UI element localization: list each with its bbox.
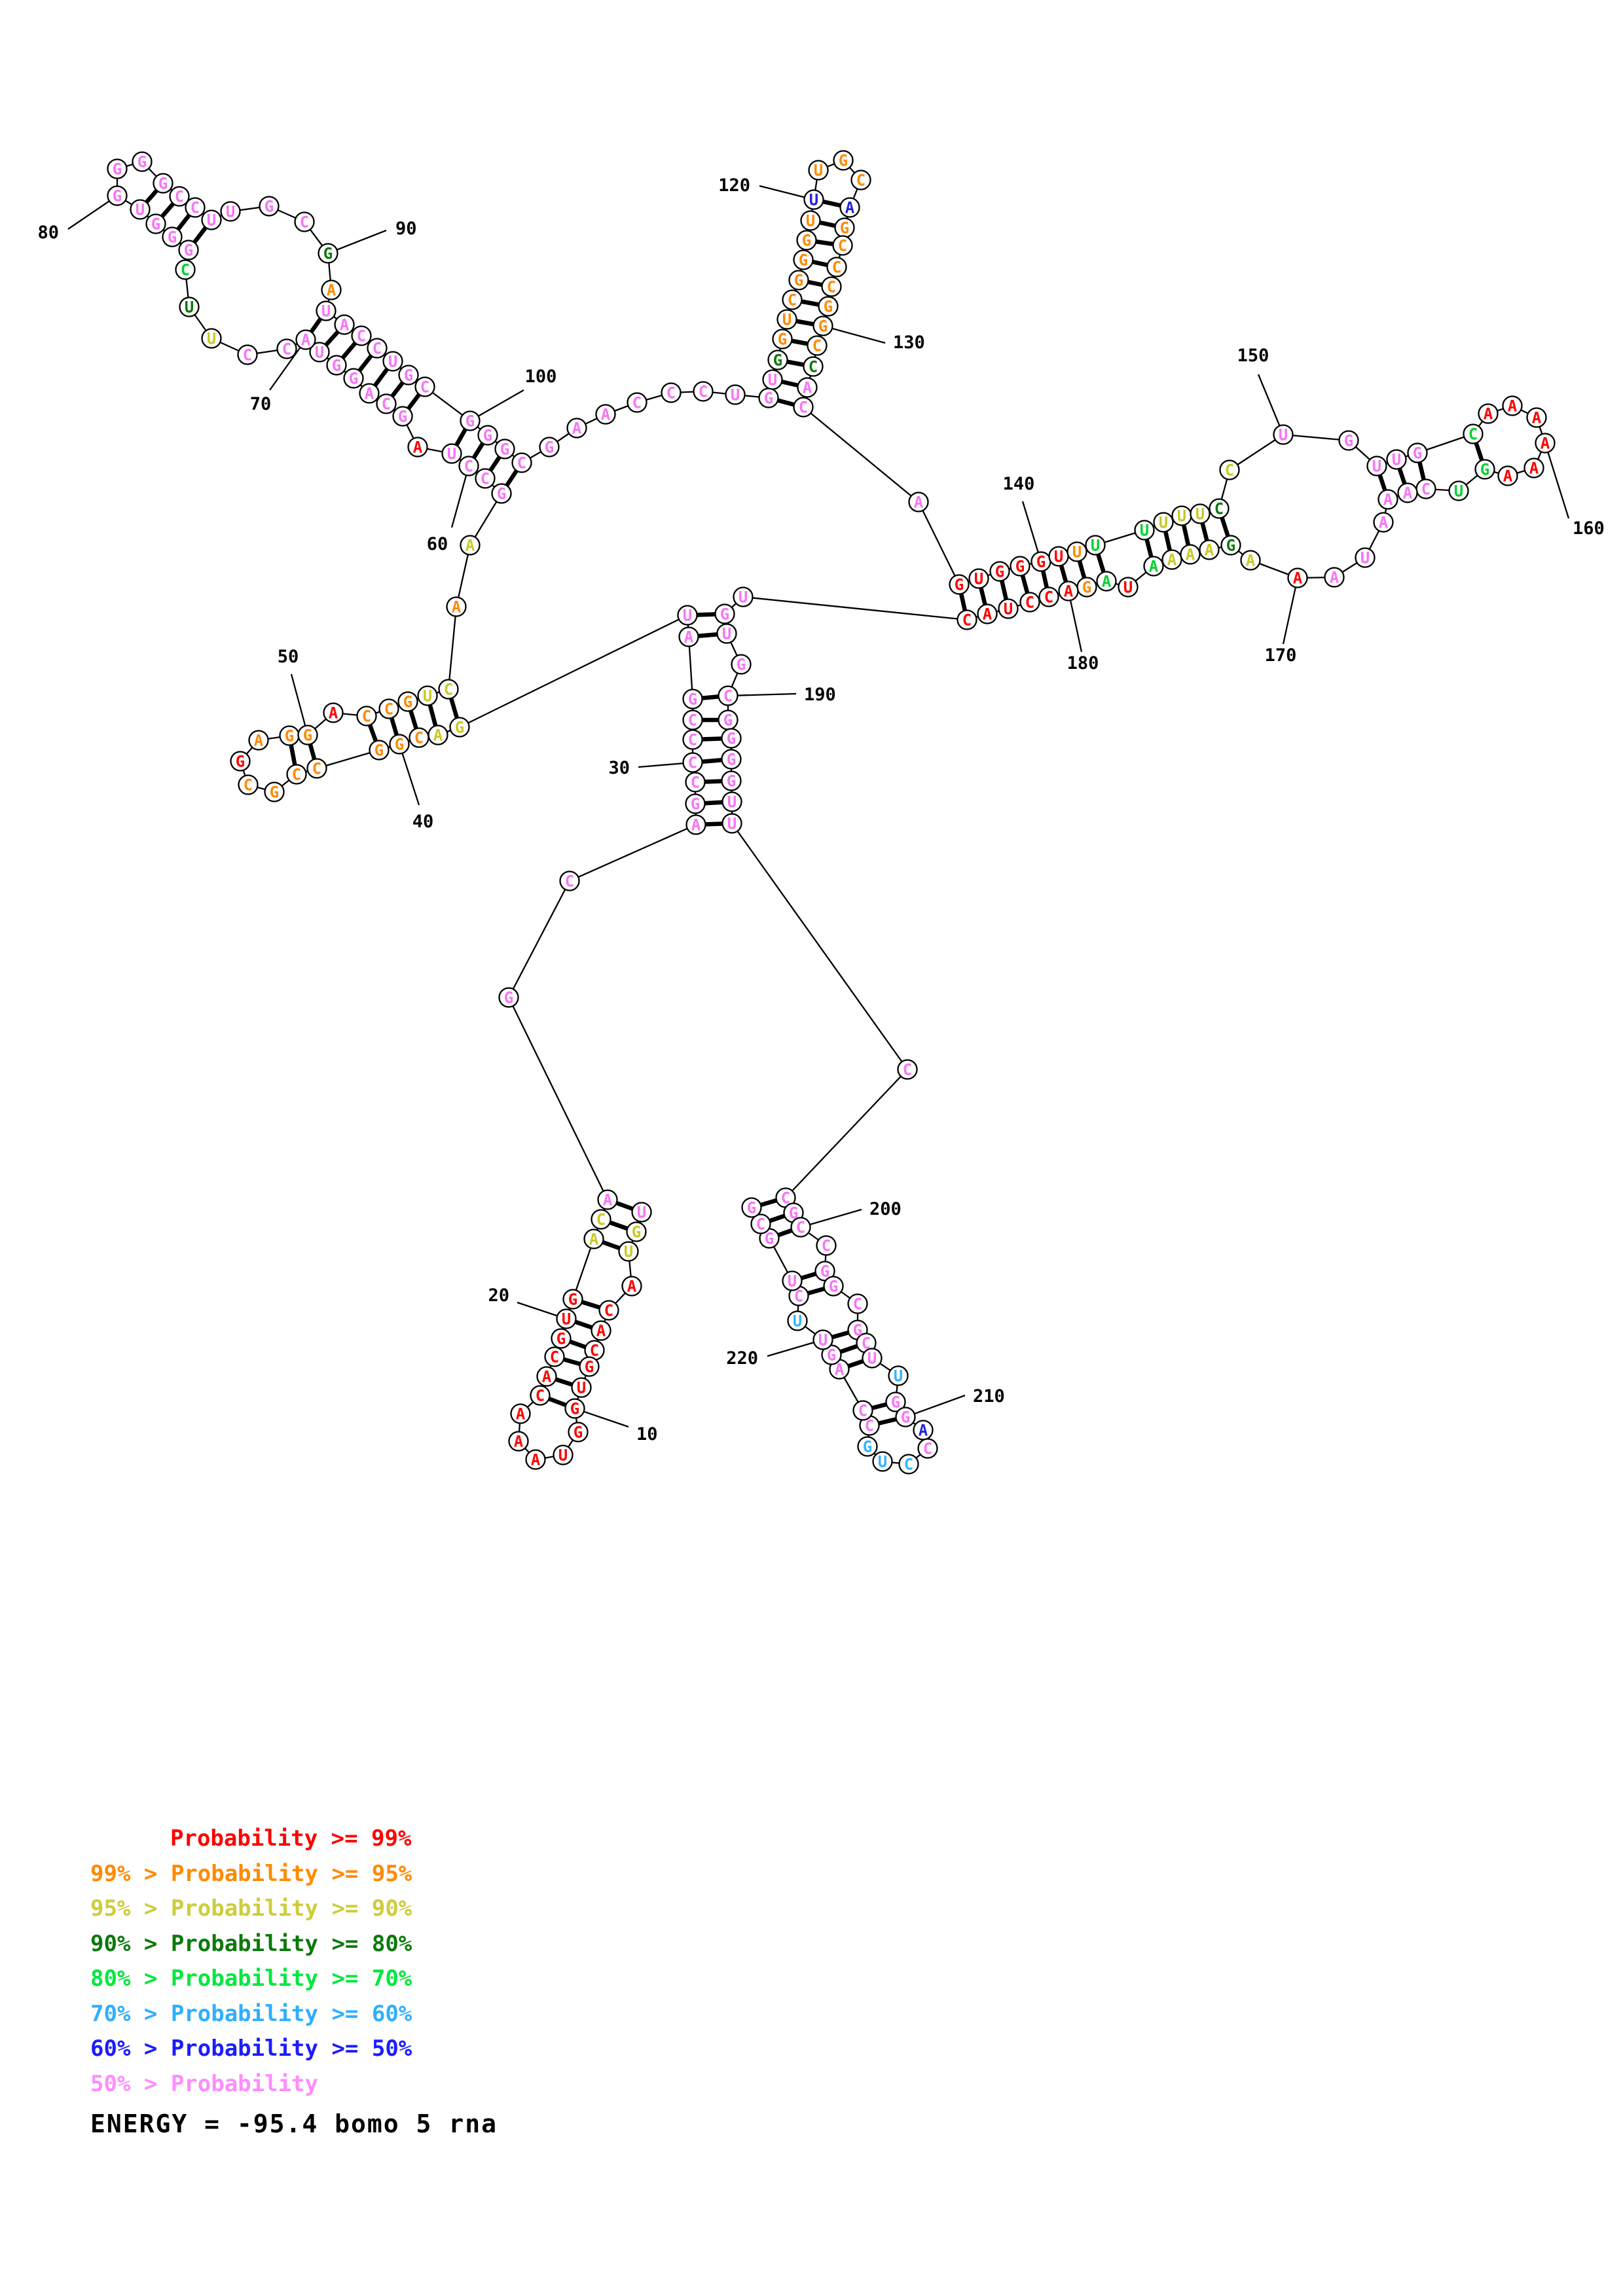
nucleotide-letter: C xyxy=(903,1455,914,1474)
nucleotide-letter: C xyxy=(596,1210,606,1229)
position-label-140: 140 xyxy=(1002,474,1035,494)
nucleotide-letter: G xyxy=(1082,578,1092,597)
nucleotide-letter: G xyxy=(573,1423,583,1442)
nucleotide-letter: G xyxy=(331,356,342,375)
nucleotide-letter: A xyxy=(1531,408,1542,427)
nucleotide-letter: G xyxy=(374,741,384,760)
nucleotide-letter: A xyxy=(834,1360,845,1379)
nucleotide-letter: C xyxy=(632,393,642,412)
nucleotide-letter: A xyxy=(328,704,338,723)
nucleotide-letter: U xyxy=(1278,425,1288,444)
nucleotide-letter: A xyxy=(1245,551,1256,570)
nucleotide-letter: G xyxy=(584,1357,594,1376)
nucleotide-letter: G xyxy=(570,1399,580,1418)
position-label-170: 170 xyxy=(1264,645,1297,666)
nucleotide-letter: C xyxy=(687,730,698,749)
nucleotide-letter: A xyxy=(465,536,475,555)
nucleotide-letter: U xyxy=(1139,521,1150,540)
nucleotide-letter: C xyxy=(666,384,676,403)
nucleotide-letter: A xyxy=(326,281,337,300)
nucleotide-letter: U xyxy=(1360,548,1370,567)
position-label-220: 220 xyxy=(726,1348,758,1369)
nucleotide-letter: A xyxy=(1383,490,1393,509)
label-leader-line xyxy=(1545,443,1569,518)
nucleotide-letter: G xyxy=(890,1393,901,1412)
nucleotide-letter: A xyxy=(1540,434,1550,453)
nucleotide-letter: U xyxy=(388,352,398,371)
nucleotide-letter: A xyxy=(1148,557,1159,576)
legend-row-99: Probability >= 99% xyxy=(170,1825,412,1852)
nucleotide-letter: G xyxy=(503,988,514,1007)
position-label-80: 80 xyxy=(37,223,59,243)
nucleotide-letter: U xyxy=(818,1331,828,1350)
nucleotide-letter: A xyxy=(1402,484,1413,503)
nucleotide-letter: G xyxy=(348,369,359,388)
nucleotide-letter: U xyxy=(813,161,824,180)
nucleotide-letter: U xyxy=(447,444,457,463)
nucleotide-letter: U xyxy=(1195,505,1205,524)
nucleotide-letter: A xyxy=(1329,568,1340,587)
nucleotide-letter: G xyxy=(746,1198,757,1217)
nucleotide-letter: G xyxy=(183,241,194,260)
nucleotide-letter: G xyxy=(954,575,964,594)
nucleotide-letter: A xyxy=(918,1421,928,1440)
energy-text: ENERGY = -95.4 bomo 5 rna xyxy=(90,2109,498,2138)
legend-row-80: 90% > Probability >= 80% xyxy=(90,1931,412,1957)
position-label-210: 210 xyxy=(973,1386,1005,1407)
nucleotide-letter: A xyxy=(339,315,350,334)
nucleotide-letter: A xyxy=(913,493,924,512)
nucleotide-letter: A xyxy=(530,1450,541,1469)
nucleotide-letter: A xyxy=(253,731,264,750)
nucleotide-letter: C xyxy=(812,336,822,355)
nucleotide-letter: C xyxy=(312,759,322,778)
nucleotide-letter: U xyxy=(1158,513,1169,532)
backbone-segment xyxy=(743,597,967,620)
nucleotide-letter: A xyxy=(600,405,611,424)
position-label-120: 120 xyxy=(718,175,750,196)
nucleotide-letter: C xyxy=(1224,461,1235,480)
position-label-20: 20 xyxy=(488,1285,509,1306)
nucleotide-letter: U xyxy=(867,1349,877,1368)
nucleotide-letter: G xyxy=(454,718,465,737)
backbone-segment xyxy=(509,881,570,997)
nucleotide-letter: U xyxy=(787,1272,797,1291)
nucleotide-letter: U xyxy=(561,1310,572,1329)
nucleotide-letter: C xyxy=(420,378,430,397)
position-label-50: 50 xyxy=(277,647,299,667)
position-label-70: 70 xyxy=(249,394,272,414)
nucleotide-letter: G xyxy=(1015,557,1025,576)
position-label-40: 40 xyxy=(412,812,434,832)
nucleotide-letter: U xyxy=(782,310,792,329)
nucleotide-letter: A xyxy=(596,1321,606,1340)
nucleotide-letter: U xyxy=(738,588,748,607)
nucleotide-letter: C xyxy=(793,1287,804,1306)
position-label-100: 100 xyxy=(524,367,557,387)
nucleotide-letter: U xyxy=(1003,600,1013,619)
nucleotide-letter: U xyxy=(422,687,433,706)
position-label-30: 30 xyxy=(608,758,630,778)
nucleotide-letter: A xyxy=(541,1367,552,1386)
position-label-190: 190 xyxy=(804,685,836,705)
nucleotide-letter: G xyxy=(818,317,828,336)
nucleotide-letter: G xyxy=(773,351,783,370)
nucleotide-letter: U xyxy=(206,211,217,230)
nucleotide-letter: C xyxy=(852,1295,863,1314)
nucleotide-letter: U xyxy=(809,190,819,209)
nucleotide-letter: G xyxy=(687,690,698,709)
nucleotide-letter: G xyxy=(1343,431,1354,450)
nucleotide-letter: G xyxy=(112,160,122,179)
nucleotide-letter: G xyxy=(631,1223,642,1242)
nucleotide-letter: C xyxy=(723,687,733,706)
nucleotide-letter: A xyxy=(1507,397,1518,416)
nucleotide-letter: G xyxy=(690,795,701,814)
nucleotide-letter: C xyxy=(780,1189,791,1208)
nucleotide-letter: G xyxy=(826,1346,837,1365)
nucleotide-letter: G xyxy=(862,1437,873,1456)
nucleotide-letter: U xyxy=(321,302,331,321)
nucleotide-letter: C xyxy=(1214,499,1224,518)
nucleotide-letter: G xyxy=(764,1229,775,1248)
nucleotide-letter: A xyxy=(1167,550,1177,569)
nucleotide-letter: A xyxy=(1204,541,1214,560)
nucleotide-letter: C xyxy=(821,1236,831,1255)
nucleotide-letter: G xyxy=(269,783,280,802)
nucleotide-letter: C xyxy=(180,260,191,279)
nucleotide-letter: G xyxy=(726,750,737,769)
nucleotide-letter: C xyxy=(861,1334,871,1353)
nucleotide-letter: G xyxy=(1036,552,1046,571)
nucleotide-letter: G xyxy=(167,228,177,247)
backbone-segment xyxy=(460,615,687,727)
nucleotide-letter: G xyxy=(852,1321,863,1340)
nucleotide-letter: U xyxy=(1053,547,1064,566)
legend-row-95: 99% > Probability >= 95% xyxy=(90,1861,412,1887)
probability-legend xyxy=(90,1825,412,2097)
nucleotide-letter: C xyxy=(384,700,394,719)
nucleotide-letter: U xyxy=(636,1203,647,1222)
nucleotide-letter: A xyxy=(1378,513,1389,532)
nucleotide-letter: U xyxy=(727,793,737,812)
nucleotide-letter: C xyxy=(687,753,698,772)
position-label-10: 10 xyxy=(636,1424,658,1444)
nucleotide-letter: C xyxy=(414,728,424,747)
nucleotide-letter: G xyxy=(793,271,804,290)
nucleotide-letter: G xyxy=(496,484,507,503)
nucleotide-letter: G xyxy=(397,407,408,426)
nucleotide-letter: A xyxy=(1292,569,1303,588)
nucleotide-letter: C xyxy=(291,765,302,784)
nucleotide-letter: G xyxy=(828,1277,839,1296)
nucleotide-letter: G xyxy=(838,151,848,170)
nucleotide-letter: C xyxy=(174,187,185,206)
nucleotide-letter: U xyxy=(1453,482,1464,501)
nucleotide-letter: U xyxy=(1123,578,1133,597)
nucleotide-letter: G xyxy=(284,726,295,745)
nucleotide-letter: C xyxy=(190,198,200,217)
nucleotide-letter: C xyxy=(480,469,490,488)
nucleotide-letter: G xyxy=(994,562,1005,581)
nucleotide-letter: A xyxy=(602,1191,613,1210)
nucleotide-letter: C xyxy=(756,1215,766,1234)
nucleotide-letter: U xyxy=(805,211,816,230)
position-label-60: 60 xyxy=(426,534,448,554)
nucleotide-letter: U xyxy=(767,370,778,389)
nucleotide-letter: A xyxy=(364,384,374,403)
nucleotide-letter: C xyxy=(687,711,698,730)
nucleotide-letter: U xyxy=(877,1452,888,1471)
nucleotide-letter: C xyxy=(864,1416,875,1435)
nucleotide-letter: U xyxy=(135,200,145,219)
nucleotide-letter: A xyxy=(684,628,694,647)
nucleotide-letter: C xyxy=(242,346,253,365)
backbone-segment xyxy=(509,997,608,1200)
nucleotide-letter: C xyxy=(443,680,454,699)
nucleotide-letter: C xyxy=(589,1341,600,1360)
nucleotide-letter: G xyxy=(137,152,147,171)
nucleotide-letter: C xyxy=(372,339,382,358)
nucleotide-letter: A xyxy=(451,598,462,617)
nucleotide-letter: G xyxy=(568,1290,578,1309)
backbone-segment xyxy=(570,825,696,881)
nucleotide-letter: G xyxy=(1412,444,1423,463)
nucleotide-letter: G xyxy=(403,366,414,385)
position-label-200: 200 xyxy=(869,1199,902,1219)
nucleotide-letter: G xyxy=(1226,536,1236,555)
nucleotide-letter: C xyxy=(1025,593,1035,612)
nucleotide-letter: A xyxy=(802,378,812,397)
nucleotide-letter: C xyxy=(798,398,809,417)
backbone-segment xyxy=(803,407,919,502)
nucleotide-letter: A xyxy=(845,198,855,217)
nucleotide-letter: G xyxy=(820,1262,830,1281)
legend-row-90: 95% > Probability >= 90% xyxy=(90,1895,412,1922)
nucleotide-letter: A xyxy=(433,726,443,745)
position-label-180: 180 xyxy=(1067,653,1099,673)
nucleotide-letter: C xyxy=(826,278,837,296)
nucleotide-letter: G xyxy=(465,412,475,431)
position-label-150: 150 xyxy=(1237,346,1269,366)
nucleotide-letter: G xyxy=(823,297,833,316)
legend-row-below-50: 50% > Probability xyxy=(90,2071,318,2097)
nucleotide-letter: C xyxy=(464,457,474,476)
nucleotide-letter: C xyxy=(564,872,575,891)
nucleotide-letter: C xyxy=(1468,425,1478,444)
nucleotide-letter: C xyxy=(549,1348,560,1367)
nucleotide-letter: U xyxy=(893,1367,903,1386)
nucleotide-letter: C xyxy=(690,773,701,792)
nucleotide-letter: G xyxy=(801,231,812,250)
nucleotide-letter: G xyxy=(839,219,850,238)
nucleotide-letter: U xyxy=(225,202,236,221)
nucleotide-letter: G xyxy=(158,174,168,193)
nucleotide-letter: C xyxy=(535,1386,545,1405)
nucleotide-letter: U xyxy=(206,329,217,348)
nucleotide-letter: G xyxy=(403,692,413,711)
nucleotide-letter: C xyxy=(381,395,392,414)
nucleotide-letter: U xyxy=(1391,450,1402,469)
nucleotide-letter: U xyxy=(558,1446,568,1465)
backbone-segment xyxy=(448,607,456,689)
nucleotide-letter: A xyxy=(513,1432,524,1451)
nucleotide-letter: G xyxy=(788,1204,799,1223)
nucleotide-letter: C xyxy=(698,382,708,401)
nucleotide-letter: U xyxy=(623,1242,634,1261)
nucleotide-letter: A xyxy=(1503,467,1513,486)
nucleotide-letter: G xyxy=(1480,460,1490,479)
nucleotide-letter: C xyxy=(787,291,797,310)
nucleotide-letter: G xyxy=(323,244,333,263)
nucleotide-letter: A xyxy=(627,1277,637,1296)
nucleotide-letter: A xyxy=(515,1405,526,1424)
nucleotide-letter: G xyxy=(726,729,737,748)
nucleotide-letter: G xyxy=(763,389,774,408)
nucleotide-letter: U xyxy=(576,1378,587,1397)
nucleotide-letter: G xyxy=(723,711,733,730)
nucleotide-letter: G xyxy=(394,735,405,754)
nucleotide-letter: C xyxy=(299,213,310,232)
nucleotide-letter: G xyxy=(726,772,737,791)
nucleotide-letter: U xyxy=(314,343,325,362)
nucleotide-letter: C xyxy=(837,236,848,255)
nucleotide-letter: C xyxy=(902,1060,913,1079)
nucleotide-letter: A xyxy=(1483,404,1493,423)
nucleotide-letter: G xyxy=(777,330,788,349)
nucleotide-letter: A xyxy=(691,816,701,834)
nucleotide-letter: G xyxy=(112,187,122,206)
nucleotide-letter: A xyxy=(1063,582,1074,601)
position-label-130: 130 xyxy=(893,332,925,353)
nucleotide-letter: A xyxy=(1529,459,1539,478)
nucleotide-letter: C xyxy=(922,1439,933,1458)
nucleotide-letter: C xyxy=(858,1401,868,1420)
nucleotide-letter: U xyxy=(721,624,732,643)
nucleotide-letter: A xyxy=(982,605,993,624)
nucleotide-letter: C xyxy=(243,776,253,795)
nucleotide-letter: G xyxy=(736,655,746,674)
backbone-segment xyxy=(732,823,907,1069)
nucleotide-letter: A xyxy=(412,438,423,457)
nucleotide-letter: G xyxy=(556,1329,566,1348)
backbone-segment xyxy=(786,1069,907,1198)
nucleotide-letter: G xyxy=(720,605,730,624)
nucleotide-letter: G xyxy=(483,426,493,445)
nucleotide-letter: C xyxy=(282,340,292,359)
legend-row-50: 60% > Probability >= 50% xyxy=(90,2036,412,2062)
nucleotide-letter: U xyxy=(1090,536,1101,555)
backbone-segment xyxy=(919,502,959,584)
nucleotide-letter: G xyxy=(264,197,274,216)
nucleotide-letter: U xyxy=(727,814,737,833)
nucleotide-letter: C xyxy=(1421,480,1431,499)
nucleotide-letter: A xyxy=(1101,572,1112,591)
legend-row-60: 70% > Probability >= 60% xyxy=(90,2001,412,2027)
nucleotide-letter: C xyxy=(356,327,367,346)
nucleotide-letter: U xyxy=(974,569,984,588)
nucleotide-letter: C xyxy=(808,357,818,376)
nucleotide-letter: G xyxy=(544,438,555,457)
nucleotide-letter: C xyxy=(517,454,527,473)
nucleotide-letter: C xyxy=(604,1301,614,1320)
nucleotide-letter: G xyxy=(151,215,161,234)
nucleotide-letter: A xyxy=(572,419,582,438)
nucleotide-letter: U xyxy=(1372,457,1382,476)
nucleotide-letter: C xyxy=(1044,588,1054,607)
nucleotide-letter: G xyxy=(302,726,313,745)
nucleotide-letter: U xyxy=(730,386,740,404)
nucleotide-letter: G xyxy=(798,251,809,270)
nucleotide-letter: G xyxy=(900,1408,911,1427)
nucleotide-circles xyxy=(108,151,1555,1474)
nucleotide-letter: C xyxy=(856,171,866,190)
nucleotide-letter: A xyxy=(301,331,311,350)
nucleotide-letter: A xyxy=(1185,545,1195,564)
nucleotide-letter: U xyxy=(1072,543,1082,562)
nucleotide-letter: G xyxy=(235,752,246,771)
position-label-90: 90 xyxy=(395,219,417,239)
nucleotide-letter: U xyxy=(1176,507,1187,526)
nucleotide-letter: G xyxy=(500,440,510,459)
position-label-160: 160 xyxy=(1573,518,1605,539)
legend-row-70: 80% > Probability >= 70% xyxy=(90,1965,412,1992)
nucleotide-letter: C xyxy=(831,258,842,277)
nucleotide-letter: A xyxy=(589,1230,599,1249)
nucleotide-letter: C xyxy=(795,1218,806,1237)
nucleotide-letter: U xyxy=(184,298,194,317)
nucleotide-letter: U xyxy=(682,606,693,625)
nucleotide-letter: U xyxy=(792,1312,803,1331)
nucleotide-letter: C xyxy=(361,707,372,726)
nucleotide-letter: C xyxy=(962,611,972,630)
